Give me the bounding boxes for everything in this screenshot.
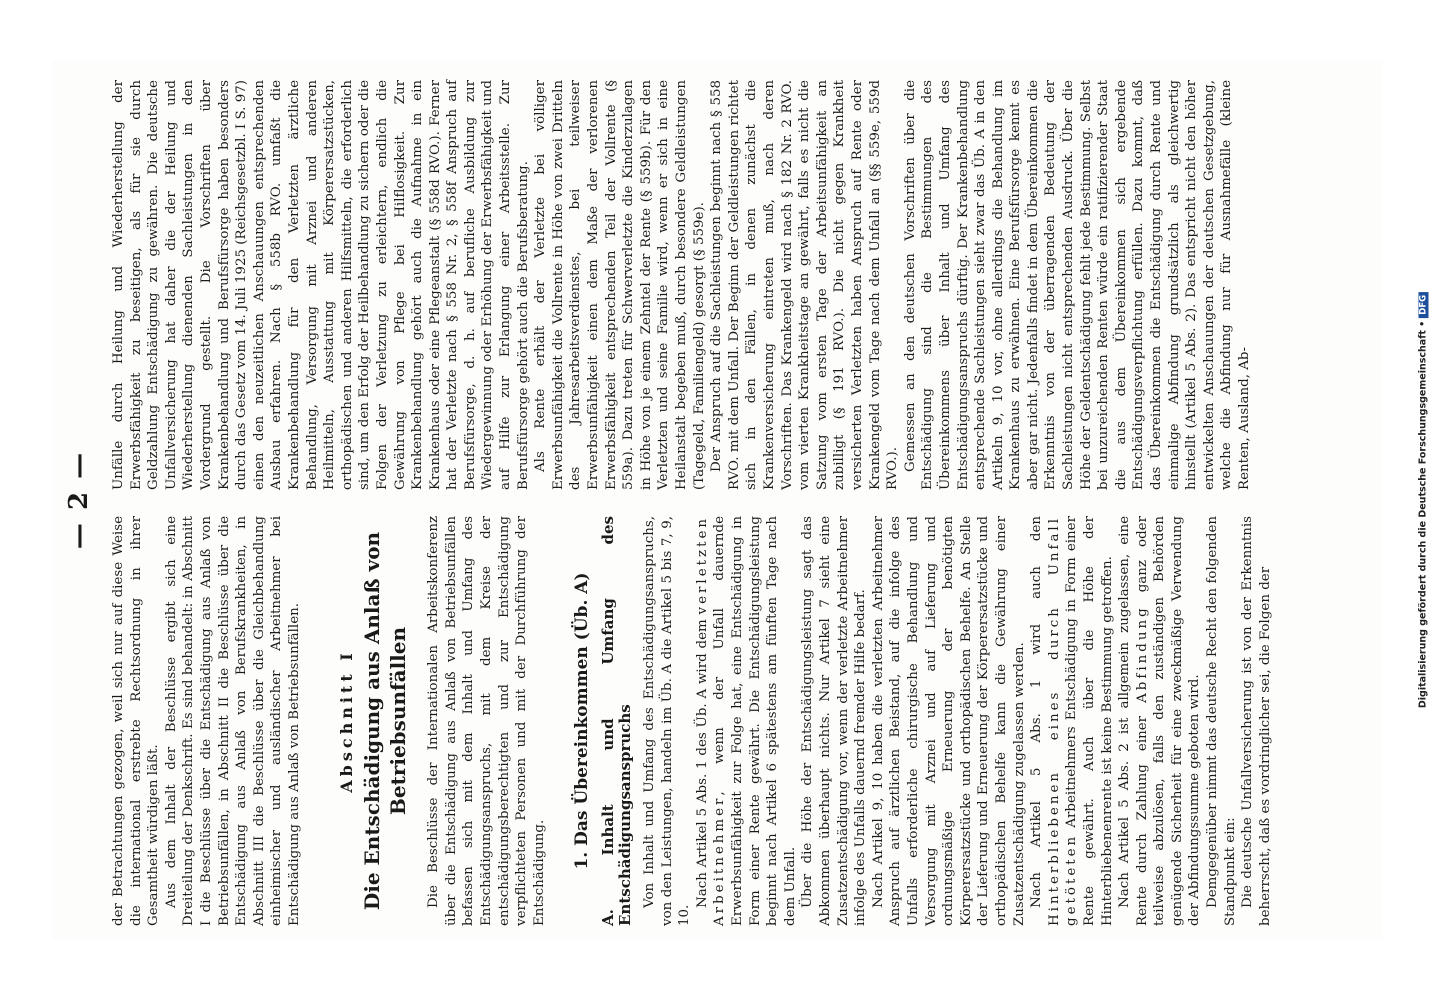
paragraph [694,516,800,926]
paragraph: Die Beschlüsse der Internationalen Arbeitskonferenz über die Entschädigung aus Anlaß von Betriebsunfällen befassen sich mit dem Inhalt und Umfang des Entschädigungsanspruchs, mit dem Kreise der entschädigungsberechtigten und zur Entschädigung verpflichteten Personen und mit der Durchführung der Entschädigung. [426,516,547,926]
paragraph: Der Anspruch auf die Sachleistungen beginnt nach § 558 RVO. mit dem Unfall. Der Beginn der Geldleistungen richtet sich in den Fällen, in denen zunächst die Krankenversicherung eintreten muß, nach deren Vorschriften. Das Krankengeld wird nach § 182 Nr. 2 RVO. vom vierten Krankheitstage an gewährt, falls es nicht die Satzung vom ersten Tage der Arbeitsunfähigkeit an zubilligt (§ 191 RVO.). Die nicht gegen Krankheit versicherten Verletzten haben Anspruch auf Rente oder Krankengeld vom Tage nach dem Unfall an (§§ 559e, 559d RVO.). [709,80,901,490]
spaced-text: verletzten Arbeitnehmer [694,516,728,926]
paragraph: der Betrachtungen gezogen, weil sich nur auf diese Weise die international erstrebte Rechtsordnung in ihrer Gesamtheit würdigen läßt. [111,516,162,926]
heading-agreement: 1. Das Übereinkommen (Üb. A) [572,572,593,870]
section-title: Die Entschädigung aus Anlaß von Betriebsunfällen [360,531,411,911]
paragraph: Demgegenüber nimmt das deutsche Recht den folgenden Standpunkt ein: [1205,516,1238,926]
scanned-page [52,60,1382,940]
heading-content: A. Inhalt und Umfang des Entschädigungsanspruchs [598,516,635,926]
paragraph: Aus dem Inhalt der Beschlüsse ergibt sich eine Dreiteilung der Denkschrift. Es sind behandelt: in Abschnitt I die Beschlüsse über die Entschädigung aus Anlaß von Betriebsunfällen, in Abschnitt II die Beschlüsse über die Entschädigung aus Anlaß von Berufskrankheiten, in Abschnitt III die Beschlüsse über die Gleichbehandlung einheimischer und ausländischer Arbeitnehmer bei Entschädigung aus Anlaß von Betriebsunfällen. [163,516,302,926]
paragraph: Als Rente erhält der Verletzte bei völliger Erwerbsunfähigkeit die Vollrente in Höhe von zwei Dritteln des Jahresarbeitsverdienstes, bei teilweiser Erwerbsunfähigkeit einen dem Maße der verlorenen Erwerbsfähigkeit entsprechenden Teil der Vollrente (§ 559a). Dazu treten für Schwerverletzte die Kinderzulagen in Höhe von je einem Zehntel der Rente (§ 559b). Für den Verletzten und seine Familie wird, wenn er sich in eine Heilanstalt begeben muß, durch besondere Geldleistungen (Tagegeld, Familiengeld) gesorgt (§ 559e). [533,80,707,490]
paragraph: Die deutsche Unfallversicherung ist von der Erkenntnis beherrscht, daß es vordringlicher sei, die Folgen der [1240,516,1273,926]
text-run: ganz oder teilweise abzulösen, falls den zuständigen Behörden genügende Sicherheit für eine zweckmäßige Verwendung der Abfindungssumme geboten wird. [1134,516,1203,926]
text-run: Arbeitnehmers Entschädigung in Form einer Rente gewährt. Auch über die Höhe der Hinterbliebenenrente ist keine Bestimmung getroffen. [1064,516,1115,926]
left-column [110,516,1274,926]
digitization-credit [1416,20,1430,980]
paragraph [1028,516,1116,926]
text-run: Nach Artikel 5 Abs. 2 ist allgemein zugelassen, eine Rente durch Zahlung einer [1117,516,1150,926]
paragraph: Nach Artikel 9, 10 haben die verletzten Arbeitnehmer Anspruch auf ärztlichen Beistand, auf die infolge des Unfalls erforderliche chirurgische Behandlung und Versorgung mit Arznei und auf Lieferung und ordnungsmäßige Erneuerung der benötigten Körperersatzstücke und orthopädischen Behelfe. An Stelle der Lieferung und Erneuerung der Körperersatzstücke und orthopädischen Behelfe kann die Gewährung einer Zusatzentschädigung zugelassen werden. [870,516,1027,926]
spaced-text: Abfindung [1134,605,1150,703]
paragraph: Gemessen an den deutschen Vorschriften über die Entschädigung sind die Bestimmungen des Übereinkommens über Inhalt und Umfang des Entschädigungsanspruchs dürftig. Der Krankenbehandlung entsprechende Sachleistungen sieht zwar das Üb. A in den Artikeln 9, 10 vor, ohne allerdings die Behandlung im Krankenhaus zu erwähnen. Eine Berufsfürsorge kennt es aber gar nicht. Jedenfalls findet in dem Übereinkommen die Erkenntnis von der überragenden Bedeutung der Sachleistungen nicht entsprechenden Ausdruck. Über die Höhe der Geldentschädigung fehlt jede Bestimmung. Selbst bei unzureichenden Renten würde ein ratifizierender Staat die aus dem Übereinkommen sich ergebende Entschädigungsverpflichtung erfüllen. Dazu kommt, daß das Übereinkommen die Entschädigung durch Rente und einmalige Abfindung grundsätzlich als gleichwertig hinstellt (Artikel 5 Abs. 2). Das entspricht nicht den höher entwickelten Anschauungen der deutschen Gesetzgebung, welche die Abfindung nur für Ausnahmefälle (kleine Renten, Ausland, Ab- [902,80,1252,490]
paragraph: Von Inhalt und Umfang des Entschädigungsanspruchs, von den Leistungen, handeln im Üb. A die Artikel 5 bis 7, 9, 10. [642,516,693,926]
credit-text: Digitalisierung gefördert durch die Deutsche Forschungsgemeinschaft • [1417,320,1429,709]
right-column [110,80,1254,490]
text-run: Nach Artikel 5 Abs. 1 wird auch den [1029,516,1045,908]
spaced-text: Hinterbliebenen eines durch Unfall getöteten [1046,516,1080,926]
page-number: — 2 — [64,450,94,550]
text-run: Nach Artikel 5 Abs. 1 des Üb. A wird dem [694,619,710,908]
dfg-logo: DFG [1419,292,1429,318]
section-label: Abschnitt I [336,649,356,793]
paragraph: Über die Höhe der Entschädigungsleistung sagt das Abkommen überhaupt nichts. Nur Artikel 7 sieht eine Zusatzentschädigung vor, wenn der verletzte Arbeitnehmer infolge des Unfalls dauernd fremder Hilfe bedarf. [800,516,869,926]
paragraph [1116,516,1204,926]
text-run: , wenn der Unfall dauernde Erwerbsunfähigkeit zur Folge hat, eine Entschädigung in Form einer Rente gewährt. Die Entschädigungsleistung beginnt nach Artikel 6 spätestens am fünften Tage nach dem Unfall. [712,516,798,926]
paragraph: Unfälle durch Heilung und Wiederherstellung der Erwerbsfähigkeit zu beseitigen, als für sie durch Geldzahlung Entschädigung zu gewähren. Die deutsche Unfallversicherung hat daher die der Heilung und Wiederherstellung dienenden Sachleistungen in den Vordergrund gestellt. Die Vorschriften über Krankenbehandlung und Berufsfürsorge haben besonders durch das Gesetz vom 14. Juli 1925 (Reichsgesetzbl. I S. 97) einen den neuzeitlichen Anschauungen entsprechenden Ausbau erfahren. Nach § 558b RVO. umfaßt die Krankenbehandlung für den Verletzten ärztliche Behandlung, Versorgung mit Arznei und anderen Heilmitteln, Ausstattung mit Körperersatzstücken, orthopädischen und anderen Hilfsmitteln, die erforderlich sind, um den Erfolg der Heilbehandlung zu sichern oder die Folgen der Verletzung zu erleichtern, endlich die Gewährung von Pflege bei Hilflosigkeit. Zur Krankenbehandlung gehört auch die Aufnahme in ein Krankenhaus oder eine Pflegeanstalt (§ 558d RVO.). Ferner hat der Verletzte nach § 558 Nr. 2, § 558f Anspruch auf Berufsfürsorge, d. h. auf berufliche Ausbildung zur Wiedergewinnung oder Erhöhung der Erwerbsfähigkeit und auf Hilfe zur Erlangung einer Arbeitsstelle. Zur Berufsfürsorge gehört auch die Berufsberatung. [111,80,531,490]
